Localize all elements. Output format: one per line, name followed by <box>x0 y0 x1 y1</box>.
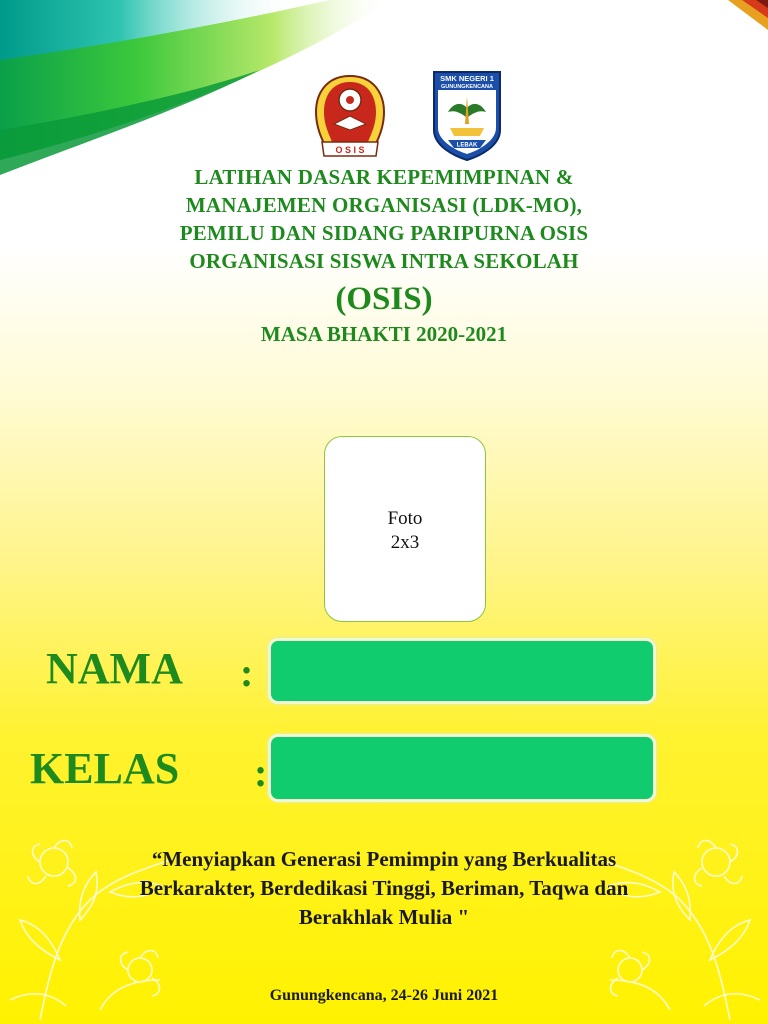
smk-logo-bottom-text: LEBAK <box>456 142 478 149</box>
title-line-1: LATIHAN DASAR KEPEMIMPINAN & <box>194 165 574 189</box>
osis-logo-text: O S I S <box>335 145 365 155</box>
corner-stripe-decoration <box>708 0 768 40</box>
nama-colon: : <box>240 650 254 695</box>
logo-row <box>0 68 768 163</box>
motto-quote <box>60 845 708 932</box>
place-date-footer: Gunungkencana, 24-26 Juni 2021 <box>269 987 499 1004</box>
quote-line-3: Berakhlak Mulia " <box>298 905 470 929</box>
photo-placeholder <box>324 436 486 622</box>
kelas-field <box>268 734 656 802</box>
photo-label <box>325 507 485 555</box>
title-line-2: MANAJEMEN ORGANISASI (LDK-MO), <box>185 193 583 217</box>
smk-negeri-logo <box>428 68 506 162</box>
quote-line-2: Berkarakter, Berdedikasi Tinggi, Beriman, Taqwa dan <box>139 876 629 900</box>
nama-field <box>268 638 656 704</box>
smk-logo-sub-text: GUNUNGKENCANA <box>441 84 493 90</box>
title-line-4: ORGANISASI SISWA INTRA SEKOLAH <box>189 249 579 273</box>
smk-logo-top-text: SMK NEGERI 1 <box>440 74 494 83</box>
photo-label-line-2: 2x3 <box>390 532 420 553</box>
masa-bhakti-text: MASA BHAKTI 2020-2021 <box>260 322 508 346</box>
event-title-block <box>0 163 768 347</box>
title-line-3: PEMILU DAN SIDANG PARIPURNA OSIS <box>179 221 589 245</box>
quote-line-1: “Menyiapkan Generasi Pemimpin yang Berkualitas <box>151 847 617 871</box>
nama-label: NAMA <box>46 644 183 693</box>
osis-logo <box>312 72 388 158</box>
osis-heading: (OSIS) <box>335 281 433 317</box>
kelas-label: KELAS <box>30 744 180 793</box>
kelas-colon: : <box>254 750 268 795</box>
photo-label-line-1: Foto <box>387 508 423 529</box>
